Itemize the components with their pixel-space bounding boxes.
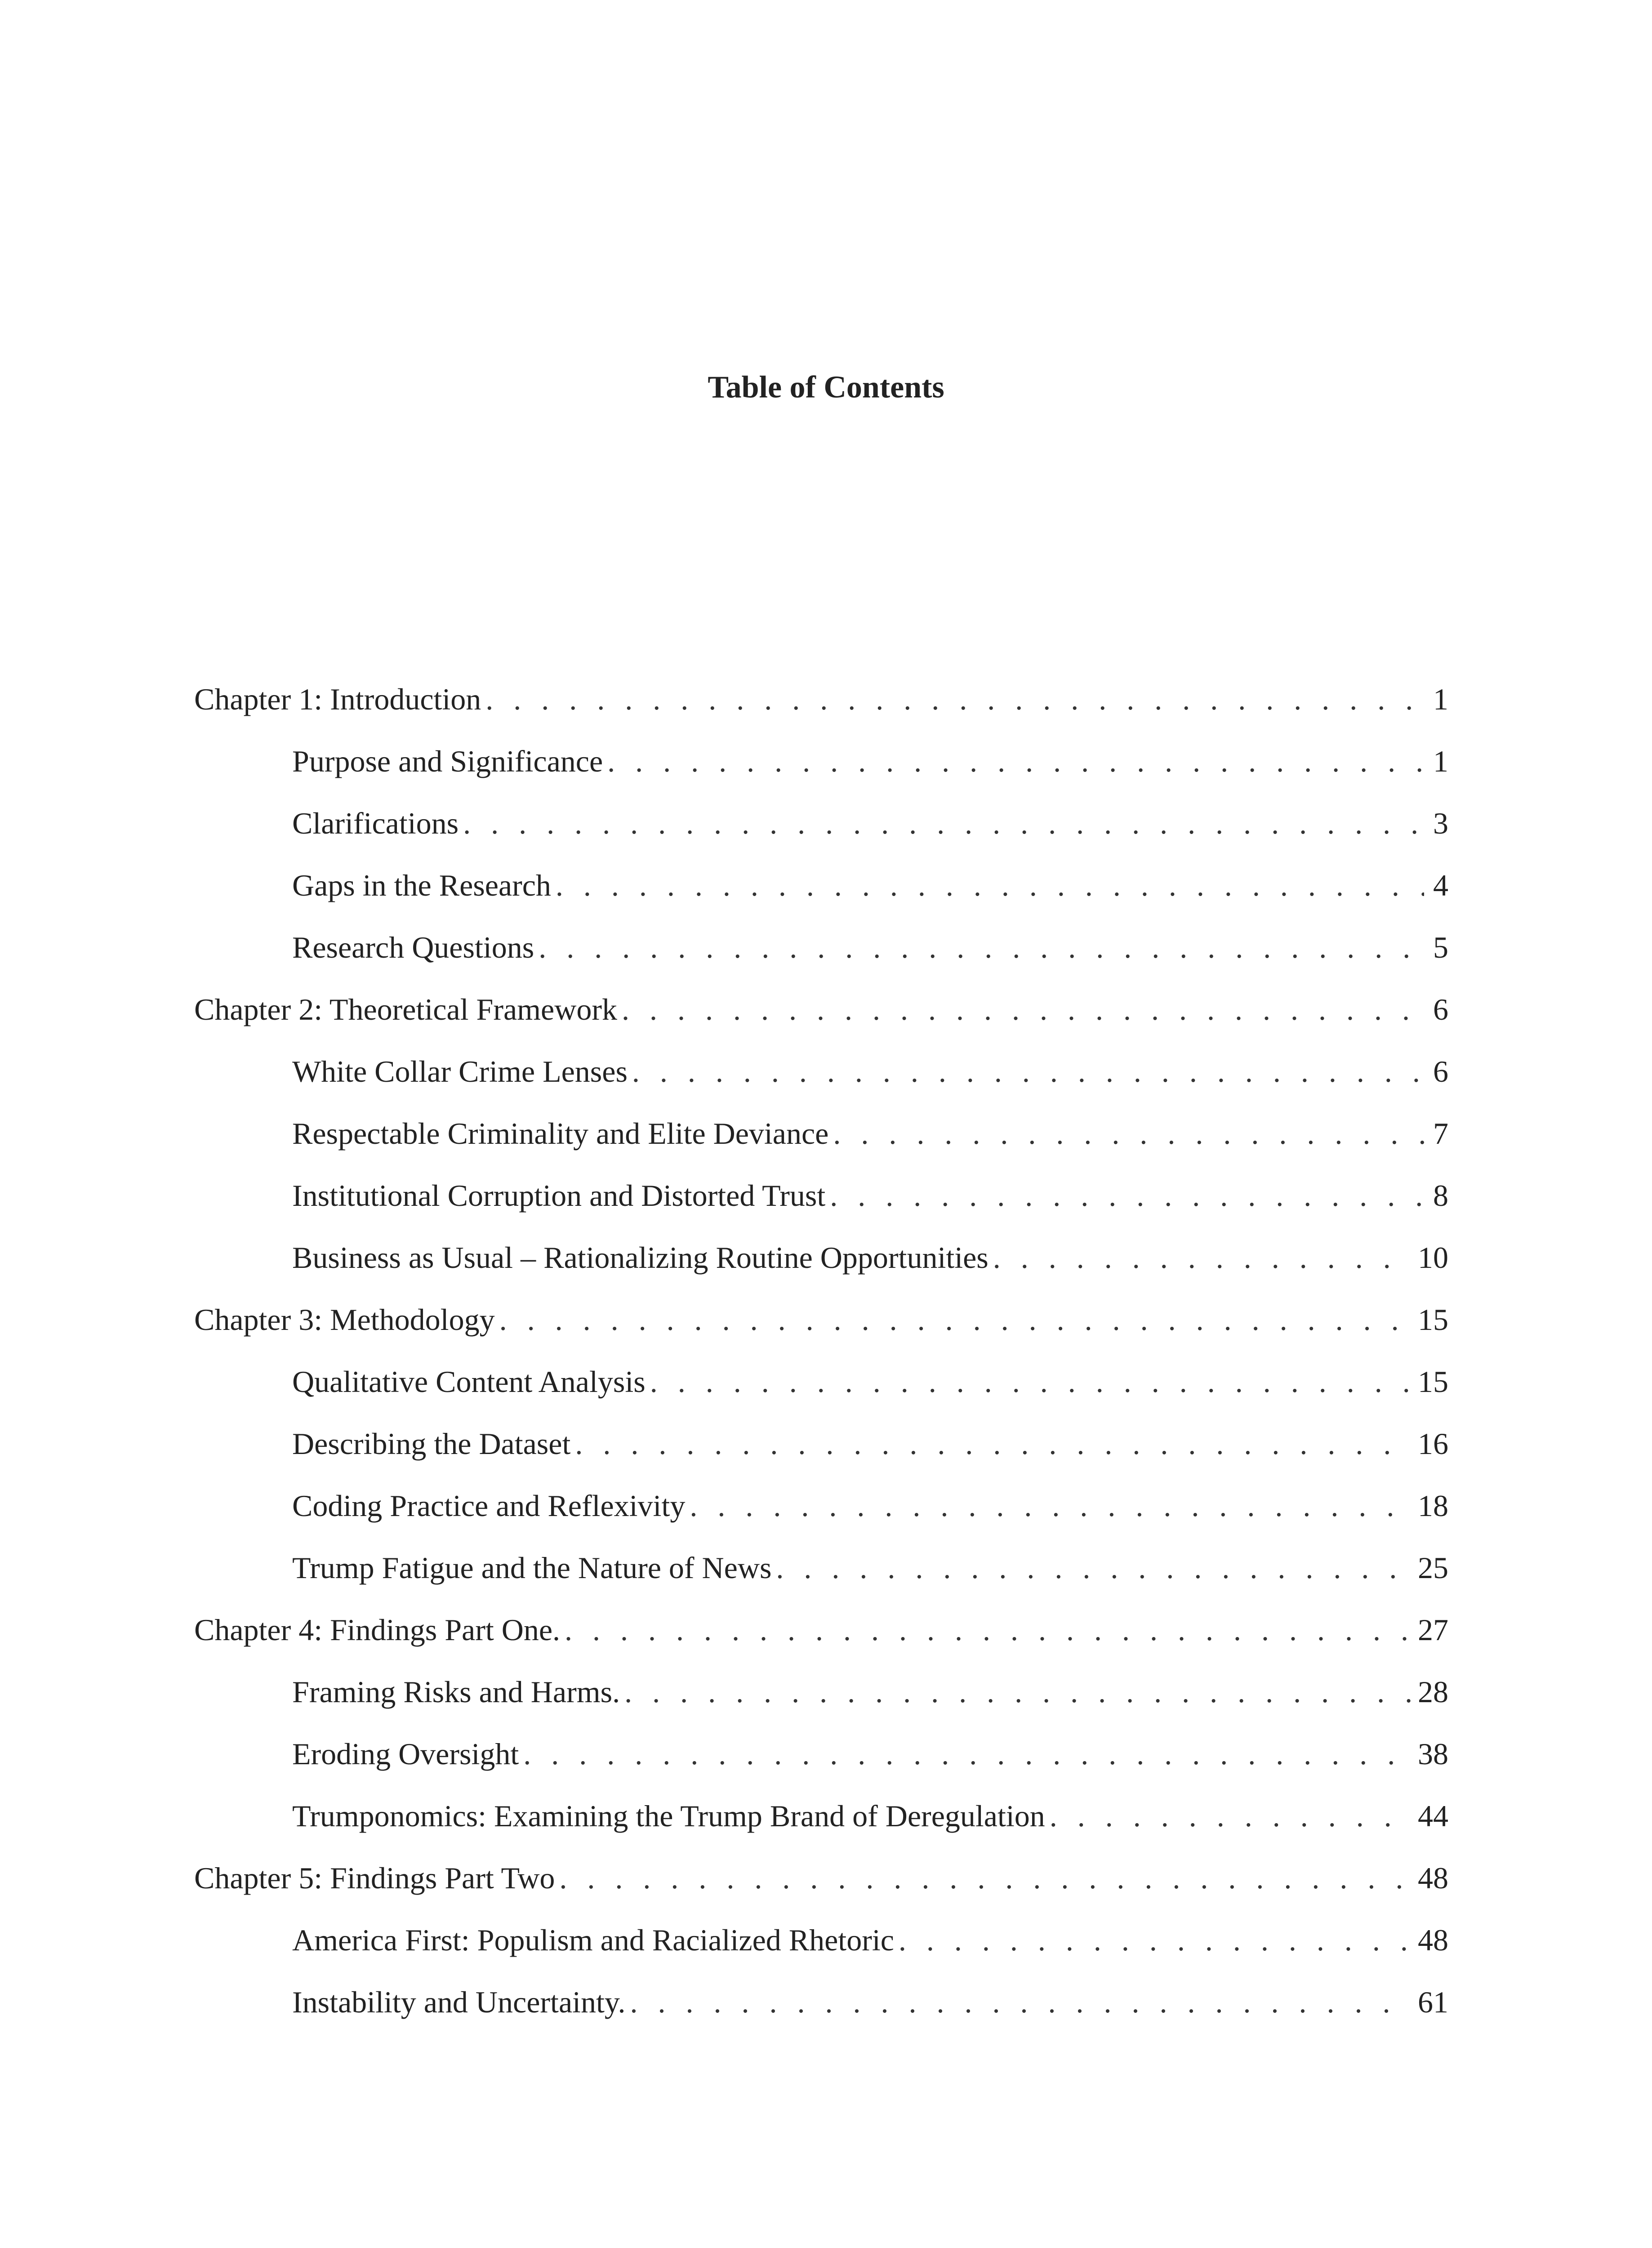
toc-page-number: 15 bbox=[1418, 1302, 1448, 1337]
toc-page-number: 25 bbox=[1418, 1551, 1448, 1585]
toc-page-number: 15 bbox=[1418, 1365, 1448, 1399]
toc-dot-leader bbox=[650, 1359, 1412, 1404]
toc-section-entry bbox=[292, 1793, 1448, 1838]
toc-section-entry bbox=[292, 1235, 1448, 1280]
toc-entry-label: Respectable Criminality and Elite Deviance bbox=[292, 1116, 829, 1151]
toc-entry-label: Trumponomics: Examining the Trump Brand of Deregulation bbox=[292, 1799, 1045, 1833]
toc-section-entry bbox=[292, 1421, 1448, 1466]
toc-section-entry bbox=[292, 801, 1448, 846]
toc-entry-label: Business as Usual – Rationalizing Routine Opportunities bbox=[292, 1240, 989, 1275]
toc-chapter-entry bbox=[194, 1607, 1448, 1652]
toc-page-number: 16 bbox=[1418, 1427, 1448, 1461]
toc-entry-label: Instability and Uncertainty. bbox=[292, 1985, 626, 2019]
toc-dot-leader bbox=[575, 1421, 1412, 1466]
toc-page-number: 18 bbox=[1418, 1489, 1448, 1523]
toc-entry-label: Purpose and Significance bbox=[292, 744, 603, 778]
toc-section-entry bbox=[292, 1980, 1448, 2025]
toc-page-number: 61 bbox=[1418, 1985, 1448, 2019]
toc-page-number: 7 bbox=[1433, 1116, 1448, 1151]
toc-dot-leader bbox=[776, 1545, 1412, 1590]
toc-section-entry bbox=[292, 739, 1448, 784]
toc-entry-label: Institutional Corruption and Distorted Trust bbox=[292, 1178, 826, 1213]
toc-entry-label: Chapter 5: Findings Part Two bbox=[194, 1861, 555, 1895]
page-title: Table of Contents bbox=[708, 370, 944, 405]
toc-page-number: 38 bbox=[1418, 1737, 1448, 1771]
toc-page-number: 1 bbox=[1433, 682, 1448, 716]
toc-page-number: 1 bbox=[1433, 744, 1448, 778]
toc-dot-leader bbox=[607, 739, 1424, 784]
toc-section-entry bbox=[292, 1049, 1448, 1094]
toc-entry-label: Qualitative Content Analysis bbox=[292, 1365, 646, 1399]
toc-chapter-entry bbox=[194, 1297, 1448, 1342]
toc-entry-label: Clarifications bbox=[292, 806, 459, 840]
toc-dot-leader bbox=[485, 677, 1424, 722]
toc-page-number: 5 bbox=[1433, 930, 1448, 964]
toc-section-entry bbox=[292, 1918, 1448, 1963]
toc-page-number: 6 bbox=[1433, 992, 1448, 1026]
toc-dot-leader bbox=[556, 863, 1424, 908]
toc-entry-label: Eroding Oversight bbox=[292, 1737, 519, 1771]
toc-entry-label: Research Questions bbox=[292, 930, 534, 964]
toc-section-entry bbox=[292, 1545, 1448, 1590]
toc-page-number: 10 bbox=[1418, 1240, 1448, 1275]
toc-entry-label: Chapter 3: Methodology bbox=[194, 1302, 495, 1337]
toc-page-number: 27 bbox=[1418, 1613, 1448, 1647]
toc-dot-leader bbox=[830, 1173, 1424, 1218]
toc-entry-label: Chapter 1: Introduction bbox=[194, 682, 481, 716]
toc-entry-label: Chapter 2: Theoretical Framework bbox=[194, 992, 617, 1026]
toc-entry-label: Trump Fatigue and the Nature of News bbox=[292, 1551, 772, 1585]
toc-page-number: 4 bbox=[1433, 868, 1448, 902]
toc-section-entry bbox=[292, 1731, 1448, 1776]
toc-entry-label: Framing Risks and Harms. bbox=[292, 1675, 620, 1709]
toc-page-number: 28 bbox=[1418, 1675, 1448, 1709]
toc-entry-label: America First: Populism and Racialized Rhetoric bbox=[292, 1923, 894, 1957]
toc-section-entry bbox=[292, 1669, 1448, 1714]
toc-page-number: 48 bbox=[1418, 1861, 1448, 1895]
toc-dot-leader bbox=[539, 925, 1424, 970]
toc-section-entry bbox=[292, 925, 1448, 970]
toc-dot-leader bbox=[1050, 1793, 1412, 1838]
toc-chapter-entry bbox=[194, 987, 1448, 1032]
toc-dot-leader bbox=[565, 1607, 1412, 1652]
toc-chapter-entry bbox=[194, 1855, 1448, 1900]
toc-entry-label: Coding Practice and Reflexivity bbox=[292, 1489, 686, 1523]
toc-dot-leader bbox=[833, 1111, 1424, 1156]
toc-section-entry bbox=[292, 1111, 1448, 1156]
toc-dot-leader bbox=[624, 1669, 1412, 1714]
toc-page-number: 3 bbox=[1433, 806, 1448, 840]
toc-dot-leader bbox=[899, 1918, 1412, 1963]
toc-dot-leader bbox=[630, 1980, 1412, 2025]
toc-page-number: 48 bbox=[1418, 1923, 1448, 1957]
toc-entry-label: Chapter 4: Findings Part One. bbox=[194, 1613, 561, 1647]
toc-entry-label: White Collar Crime Lenses bbox=[292, 1054, 628, 1088]
toc-section-entry bbox=[292, 1173, 1448, 1218]
toc-page-number: 8 bbox=[1433, 1178, 1448, 1213]
toc-section-entry bbox=[292, 863, 1448, 908]
toc-entry-label: Describing the Dataset bbox=[292, 1427, 571, 1461]
toc-page-number: 44 bbox=[1418, 1799, 1448, 1833]
toc-dot-leader bbox=[499, 1297, 1412, 1342]
toc-dot-leader bbox=[690, 1483, 1412, 1528]
toc-dot-leader bbox=[632, 1049, 1424, 1094]
toc-section-entry bbox=[292, 1483, 1448, 1528]
toc-dot-leader bbox=[993, 1235, 1412, 1280]
toc-dot-leader bbox=[622, 987, 1424, 1032]
toc-dot-leader bbox=[523, 1731, 1412, 1776]
toc-section-entry bbox=[292, 1359, 1448, 1404]
toc-entry-label: Gaps in the Research bbox=[292, 868, 551, 902]
toc-dot-leader bbox=[463, 801, 1424, 846]
toc-chapter-entry bbox=[194, 677, 1448, 722]
toc-page-number: 6 bbox=[1433, 1054, 1448, 1088]
toc-dot-leader bbox=[559, 1855, 1412, 1900]
